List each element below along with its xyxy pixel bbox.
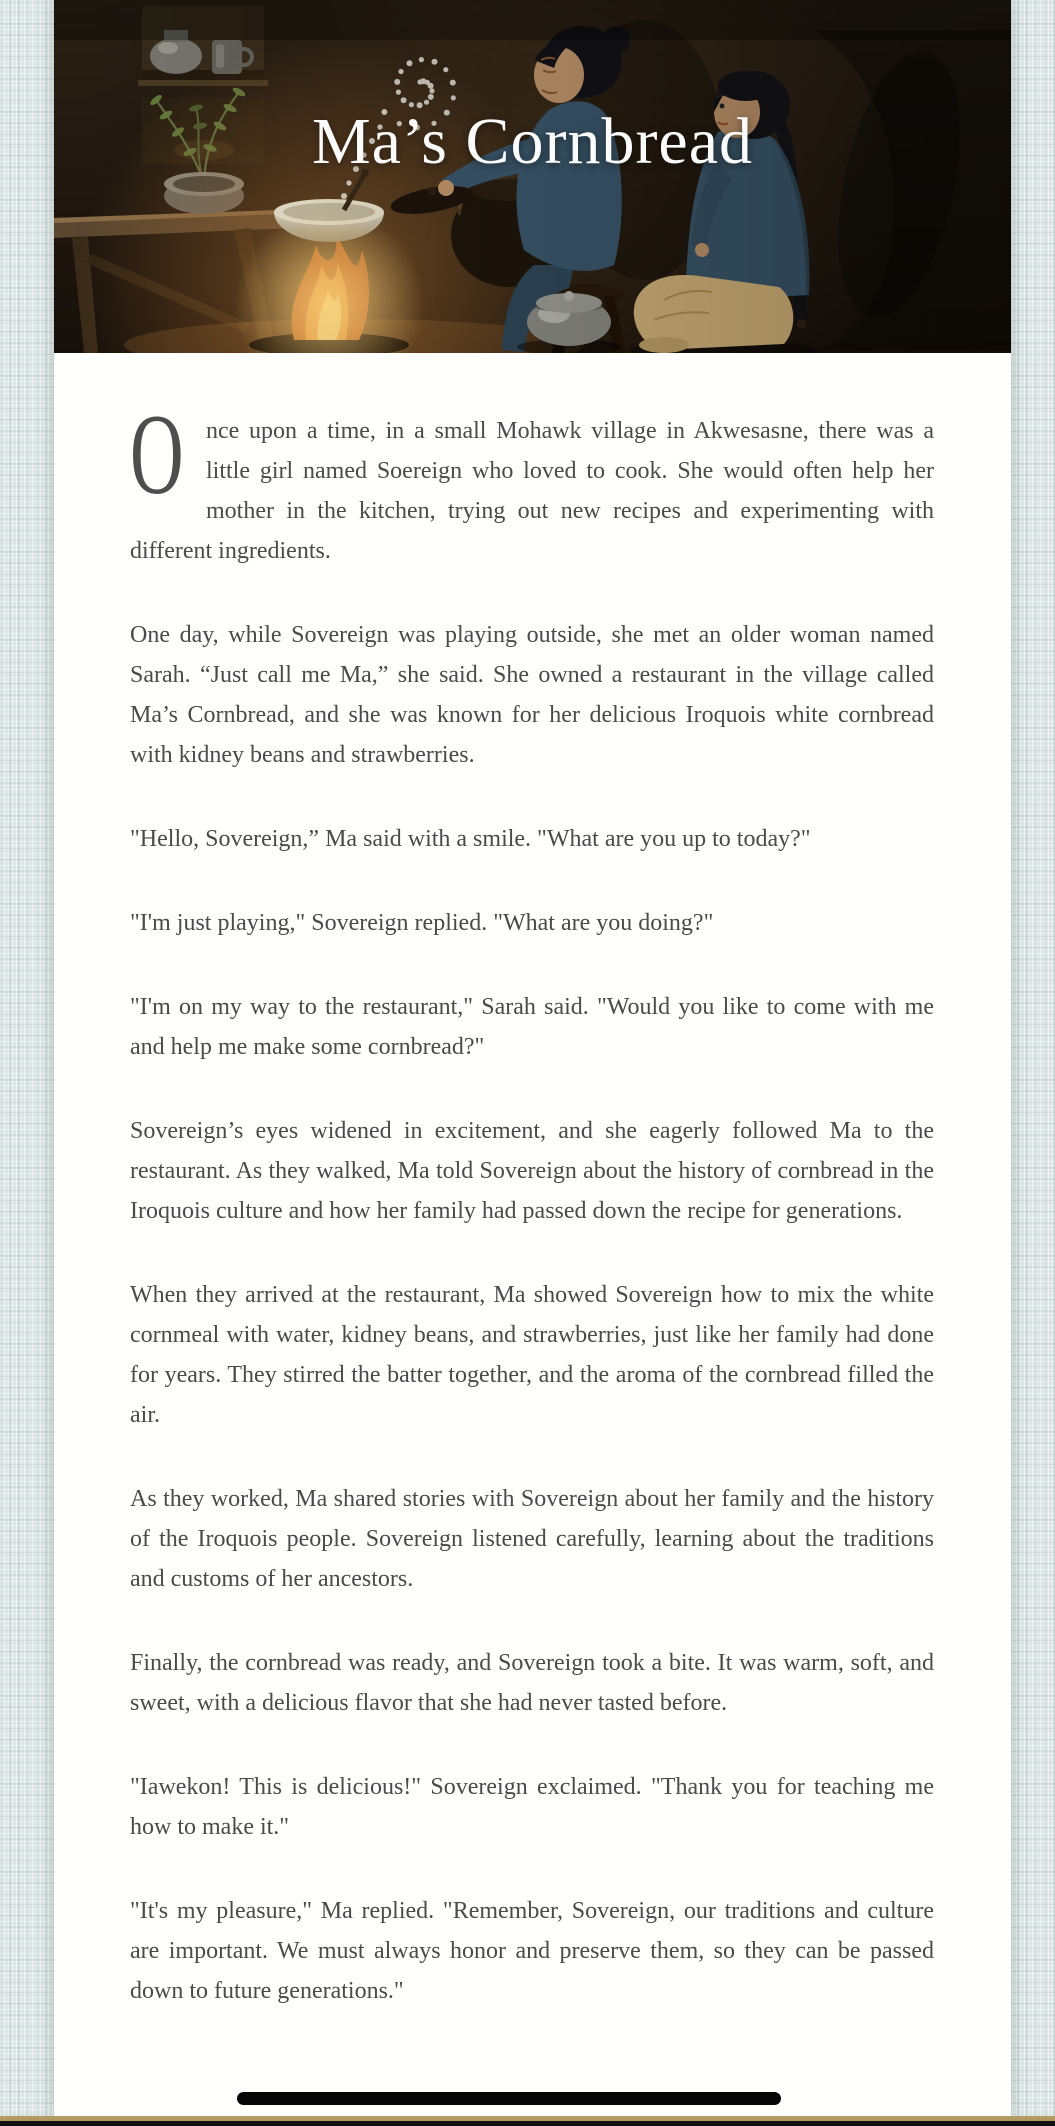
story-paragraph: "Iawekon! This is delicious!" Sovereign exclaimed. "Thank you for teaching me how to make it." [130, 1774, 934, 1840]
story-paragraph: When they arrived at the restaurant, Ma showed Sovereign how to mix the white cornmeal with water, kidney beans, and strawberries, just like her family had done for years. They stirred the batter together, and the aroma of the cornbread filled the air. [130, 1282, 934, 1428]
story-paragraph: Sovereign’s eyes widened in excitement, and she eagerly followed Ma to the restaurant. As they walked, Ma told Sovereign about the history of cornbread in the Iroquois culture and how her family had passed down the recipe for generations. [130, 1118, 934, 1224]
drop-cap: O [130, 391, 184, 519]
opening-text: nce upon a time, in a small Mohawk village in Akwesasne, there was a little girl named Soereign who loved to cook. She would often help her mother in the kitchen, trying out new recipes and experimenting with different ingredients. [130, 418, 934, 564]
page-title: Ma’s Cornbread [311, 105, 754, 178]
story-paragraph-opening [130, 391, 934, 571]
content-card [54, 0, 1011, 2116]
story-paragraph: As they worked, Ma shared stories with Sovereign about her family and the history of the Iroquois people. Sovereign listened carefully, learning about the traditions and customs of her ancestors. [130, 1486, 934, 1592]
story-paragraph: "I'm just playing," Sovereign replied. "What are you doing?" [130, 910, 714, 936]
bottom-strip [0, 2121, 1055, 2126]
story-paragraph: "Hello, Sovereign,” Ma said with a smile. "What are you up to today?" [130, 826, 811, 852]
story-body [54, 353, 1011, 2011]
story-paragraph: "I'm on my way to the restaurant," Sarah said. "Would you like to come with me and help me make some cornbread?" [130, 994, 934, 1060]
story-paragraph: One day, while Sovereign was playing outside, she met an older woman named Sarah. “Just call me Ma,” she said. She owned a restaurant in the village called Ma’s Cornbread, and she was known for her delicious Iroquois white cornbread with kidney beans and strawberries. [130, 622, 934, 768]
story-paragraph: Finally, the cornbread was ready, and Sovereign took a bite. It was warm, soft, and sweet, with a delicious flavor that she had never tasted before. [130, 1650, 934, 1716]
story-paragraph: "It's my pleasure," Ma replied. "Remember, Sovereign, our traditions and culture are important. We must always honor and preserve them, so they can be passed down to future generations." [130, 1898, 934, 2004]
story-header [54, 0, 1011, 353]
horizontal-scrollbar-thumb[interactable] [237, 2092, 781, 2105]
